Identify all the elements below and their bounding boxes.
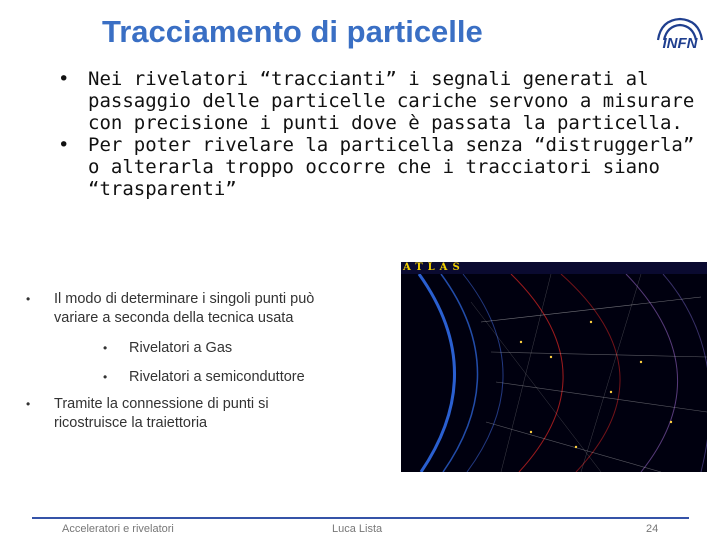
sub-bullet-semiconduttore-label: Rivelatori a semiconduttore <box>129 369 305 385</box>
footer-author: Luca Lista <box>332 523 383 535</box>
slide-title: Tracciamento di particelle <box>102 14 483 49</box>
sub-bullet-gas-label: Rivelatori a Gas <box>129 340 233 356</box>
intro-bullet-1-line3: con precisione i punti dove è passata la particella. <box>88 112 683 134</box>
bullet-connessione-line1: Tramite la connessione di punti si <box>54 396 269 412</box>
bullet-dot: • <box>26 397 31 411</box>
intro-bullet-1 <box>58 68 698 134</box>
bullet-dot: • <box>58 134 70 156</box>
footer-divider <box>32 517 689 519</box>
bullet-determinare-line1: Il modo di determinare i singoli punti può <box>54 291 315 307</box>
infn-logo <box>655 14 705 60</box>
intro-bullet-2-line2: o alterarla troppo occorre che i tracciatori siano <box>88 156 660 178</box>
sub-bullet-gas <box>26 339 386 358</box>
atlas-event-display <box>401 262 707 472</box>
footer-page-number: 24 <box>646 523 659 535</box>
footer-course: Acceleratori e rivelatori <box>62 523 174 535</box>
bullet-connessione <box>26 395 386 433</box>
bullet-determinare <box>26 290 386 328</box>
bullet-dot: • <box>103 341 108 355</box>
bullet-connessione-line2: ricostruisce la traiettoria <box>54 415 208 431</box>
sub-bullet-semiconduttore <box>26 368 386 387</box>
bullet-dot: • <box>26 292 31 306</box>
bullet-dot: • <box>103 370 108 384</box>
intro-bullet-2-line3: “trasparenti” <box>88 178 237 200</box>
intro-bullets <box>58 68 698 200</box>
intro-bullet-2 <box>58 134 698 200</box>
intro-bullet-1-line1: Nei rivelatori “traccianti” i segnali generati al <box>88 68 649 90</box>
intro-bullet-1-line2: passaggio delle particelle cariche servono a misurare <box>88 90 695 112</box>
bullet-determinare-line2: variare a seconda della tecnica usata <box>54 310 294 326</box>
svg-text:INFN: INFN <box>662 35 698 52</box>
bullet-dot: • <box>58 68 70 90</box>
intro-bullet-2-line1: Per poter rivelare la particella senza “distruggerla” <box>88 134 695 156</box>
bullet-list <box>26 290 386 433</box>
atlas-label: ATLAS <box>403 262 465 273</box>
